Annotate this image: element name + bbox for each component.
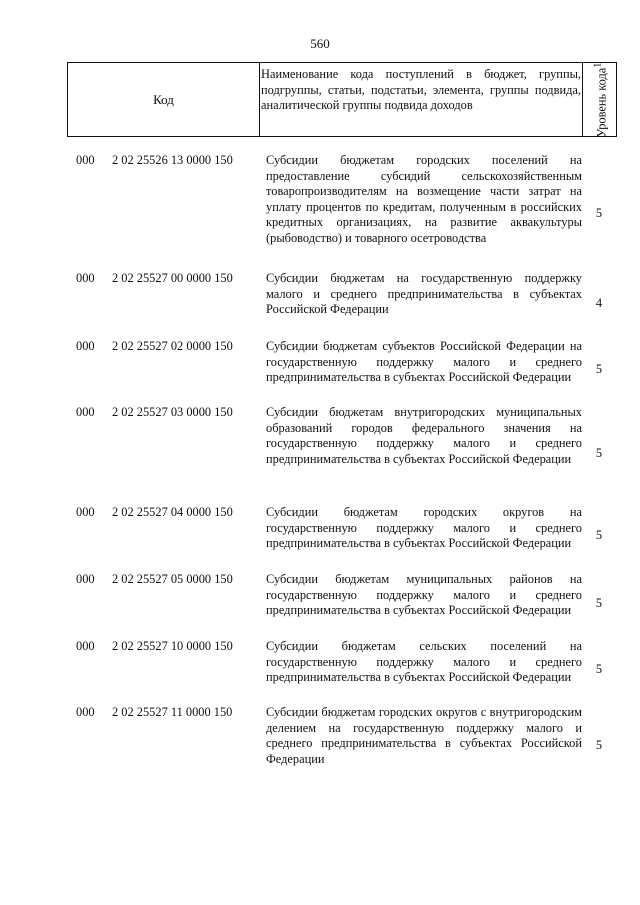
row-description: Субсидии бюджетам городских поселений на предоставление субсидий сельскохозяйственным товаропроизводителям на возмещение части затрат на уплату процентов по кредитам, полученным в российских кредитных организациях, на развитие аквакультуры (рыбоводство) и товарного осетроводства [266,153,582,245]
header-code-label: Код [68,63,260,136]
row-level: 5 [595,738,603,752]
header-level-text: Уровень кода [594,67,609,137]
row-budget-code: 2 02 25527 02 0000 150 [112,339,233,353]
row-level: 5 [595,362,603,376]
row-group-code: 000 [76,339,95,353]
header-level-footnote: 1 [592,62,604,68]
row-budget-code: 2 02 25527 00 0000 150 [112,271,233,285]
row-group-code: 000 [76,405,95,419]
row-description: Субсидии бюджетам городских округов с внутригородским делением на государственную поддержку малого и среднего предпринимательства в субъектах Российской Федерации [266,705,582,766]
table-header [67,62,617,137]
row-budget-code: 2 02 25527 05 0000 150 [112,572,233,586]
row-group-code: 000 [76,639,95,653]
row-description: Субсидии бюджетам городских округов на государственную поддержку малого и среднего предпринимательства в субъектах Российской Федерации [266,505,582,551]
row-level: 5 [595,206,603,220]
row-description: Субсидии бюджетам внутригородских муниципальных образований городов федерального значения на государственную поддержку малого и среднего предпринимательства в субъектах Российской Федерации [266,405,582,466]
row-budget-code: 2 02 25526 13 0000 150 [112,153,233,167]
row-level: 5 [595,662,603,676]
row-level: 4 [595,296,603,310]
row-description: Субсидии бюджетам на государственную поддержку малого и среднего предпринимательства в субъектах Российской Федерации [266,271,582,317]
row-description: Субсидии бюджетам субъектов Российской Федерации на государственную поддержку малого и среднего предпринимательства в субъектах Российской Федерации [266,339,582,385]
row-description: Субсидии бюджетам сельских поселений на государственную поддержку малого и среднего предпринимательства в субъектах Российской Федерации [266,639,582,685]
row-group-code: 000 [76,572,95,586]
header-level-label [591,62,608,137]
row-level: 5 [595,446,603,460]
row-group-code: 000 [76,505,95,519]
header-level-cell [582,63,617,136]
row-budget-code: 2 02 25527 04 0000 150 [112,505,233,519]
row-level: 5 [595,596,603,610]
row-budget-code: 2 02 25527 11 0000 150 [112,705,233,719]
row-level: 5 [595,528,603,542]
header-name-label: Наименование кода поступлений в бюджет, группы, подгруппы, статьи, подстатьи, элемента, группы подвида, аналитической группы подвида доходов [261,67,581,113]
row-description: Субсидии бюджетам муниципальных районов на государственную поддержку малого и среднего предпринимательства в субъектах Российской Федерации [266,572,582,618]
row-budget-code: 2 02 25527 10 0000 150 [112,639,233,653]
row-budget-code: 2 02 25527 03 0000 150 [112,405,233,419]
row-group-code: 000 [76,153,95,167]
row-group-code: 000 [76,271,95,285]
row-group-code: 000 [76,705,95,719]
page-number: 560 [310,36,330,51]
